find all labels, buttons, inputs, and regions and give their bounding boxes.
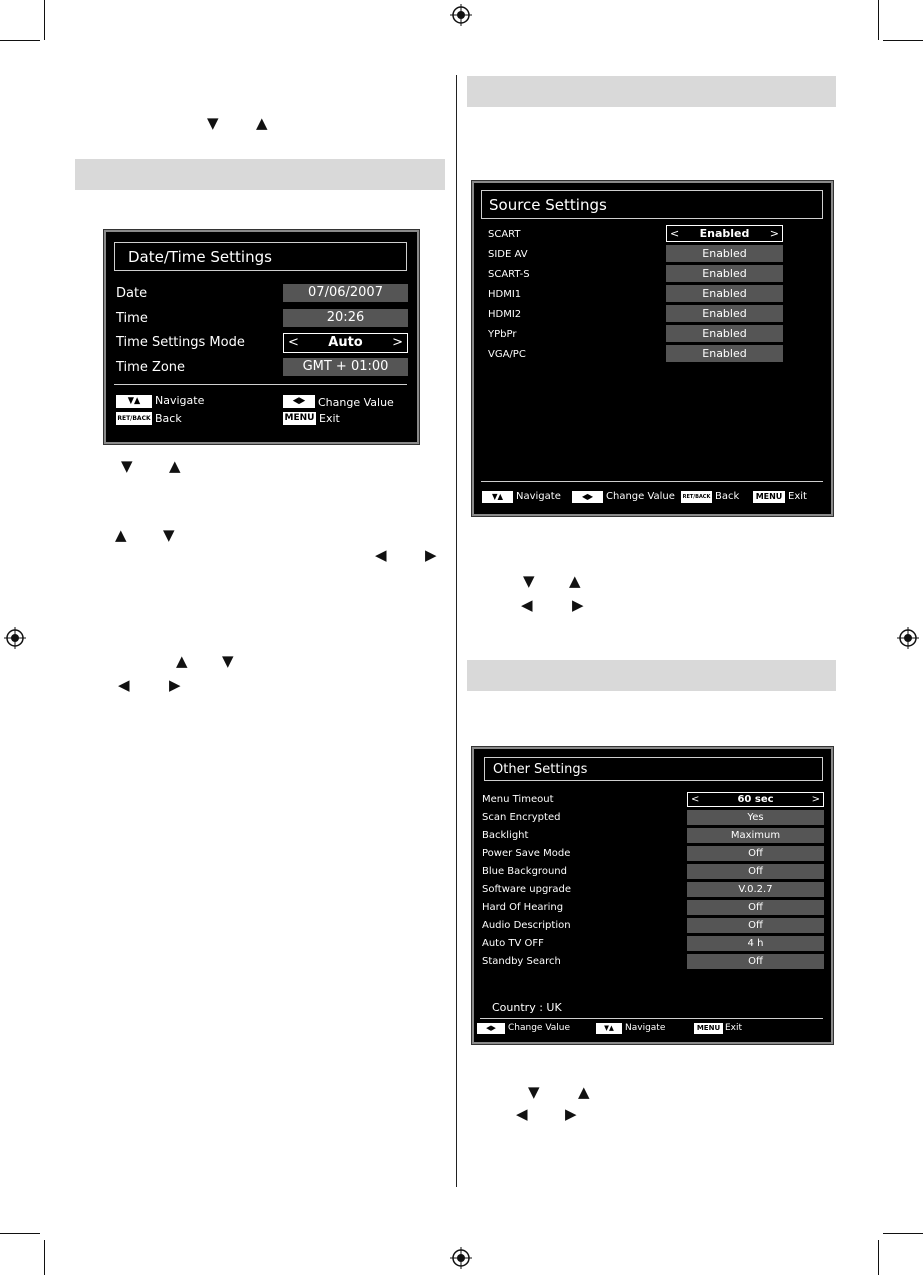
other-value[interactable]: Off [687, 846, 824, 861]
source-value[interactable]: Enabled [666, 325, 783, 342]
setting-value-time[interactable]: 20:26 [283, 309, 408, 327]
crop-mark [0, 40, 40, 41]
menu-key-icon: MENU [753, 491, 785, 503]
other-value[interactable]: Off [687, 900, 824, 915]
legend-back: Back [715, 491, 740, 502]
chevron-right-icon[interactable]: > [811, 794, 820, 805]
country-label: Country : UK [492, 1001, 562, 1014]
registration-mark-icon [450, 4, 472, 26]
up-arrow-icon: ▲ [176, 652, 188, 670]
other-value[interactable]: V.0.2.7 [687, 882, 824, 897]
legend-divider [480, 1018, 823, 1019]
up-arrow-icon: ▲ [256, 114, 268, 132]
setting-value-time-zone[interactable]: GMT + 01:00 [283, 358, 408, 376]
change-value-key-icon: ◀▶ [477, 1023, 505, 1034]
other-value[interactable]: 4 h [687, 936, 824, 951]
down-arrow-icon: ▼ [163, 526, 175, 544]
other-value[interactable]: Off [687, 864, 824, 879]
other-label: Scan Encrypted [482, 812, 561, 823]
legend-exit: Exit [788, 491, 807, 502]
crop-mark [883, 1233, 923, 1234]
other-label: Power Save Mode [482, 848, 571, 859]
screen-title-text: Date/Time Settings [128, 248, 272, 266]
up-arrow-icon: ▲ [115, 526, 127, 544]
change-value-key-icon: ◀▶ [283, 395, 315, 408]
menu-key-icon: MENU [284, 413, 315, 423]
up-arrow-icon: ▲ [569, 572, 581, 590]
source-label: HDMI2 [488, 309, 522, 320]
screen-title [481, 190, 823, 219]
screen-title-text: Source Settings [489, 196, 607, 214]
setting-value-text: Auto [328, 335, 363, 350]
left-arrow-icon: ◀ [521, 596, 533, 614]
date-time-settings-screen [104, 230, 419, 444]
crop-mark [44, 1240, 45, 1275]
other-label: Blue Background [482, 866, 567, 877]
legend-navigate: Navigate [155, 394, 205, 407]
other-value[interactable]: Maximum [687, 828, 824, 843]
source-value[interactable]: Enabled [666, 245, 783, 262]
source-label: HDMI1 [488, 289, 522, 300]
navigate-key-icon: ▼▲ [116, 395, 152, 408]
navigate-key-icon: ▼▲ [482, 491, 513, 503]
source-label: VGA/PC [488, 349, 526, 360]
right-arrow-icon: ▶ [169, 676, 181, 694]
down-arrow-icon: ▼ [222, 652, 234, 670]
chevron-left-icon[interactable]: < [288, 335, 299, 350]
other-value[interactable]: Yes [687, 810, 824, 825]
setting-label: Time Zone [116, 360, 186, 375]
legend-divider [481, 481, 823, 482]
legend-navigate: Navigate [625, 1023, 666, 1033]
right-arrow-icon: ▶ [572, 596, 584, 614]
other-value[interactable]: Off [687, 954, 824, 969]
registration-mark-icon [450, 1247, 472, 1269]
other-label: Audio Description [482, 920, 571, 931]
menu-key-icon: MENU [694, 1023, 723, 1034]
screen-title [114, 242, 407, 271]
left-arrow-icon: ◀ [118, 676, 130, 694]
setting-label: Date [116, 286, 148, 301]
source-value-scart[interactable] [666, 225, 783, 242]
other-value[interactable]: Off [687, 918, 824, 933]
down-arrow-icon: ▼ [207, 114, 219, 132]
legend-back: Back [155, 412, 182, 425]
back-key-icon: RET/BACK [116, 412, 152, 425]
down-arrow-icon: ▼ [121, 457, 133, 475]
other-label: Standby Search [482, 956, 561, 967]
section-header-bar [75, 159, 445, 190]
crop-mark [883, 40, 923, 41]
other-label: Menu Timeout [482, 794, 554, 805]
legend-divider [114, 384, 407, 385]
legend-change-value: Change Value [508, 1023, 571, 1033]
column-divider [456, 75, 457, 1187]
chevron-left-icon[interactable]: < [691, 794, 700, 805]
source-value[interactable]: Enabled [666, 285, 783, 302]
up-arrow-icon: ▲ [169, 457, 181, 475]
section-header-bar [467, 76, 836, 107]
left-arrow-icon: ◀ [516, 1105, 528, 1123]
source-value-text: Enabled [699, 227, 750, 240]
down-arrow-icon: ▼ [528, 1083, 540, 1101]
section-header-bar [467, 660, 836, 691]
source-label: SIDE AV [488, 249, 528, 260]
legend-change-value: Change Value [318, 396, 394, 409]
crop-mark [44, 0, 45, 40]
other-value-menu-timeout[interactable] [687, 792, 824, 807]
other-label: Backlight [482, 830, 529, 841]
source-label: SCART-S [488, 269, 530, 280]
screen-title-text: Other Settings [493, 762, 588, 777]
other-label: Software upgrade [482, 884, 572, 895]
legend-exit: Exit [725, 1023, 743, 1033]
down-arrow-icon: ▼ [523, 572, 535, 590]
up-arrow-icon: ▲ [578, 1083, 590, 1101]
source-label: YPbPr [488, 329, 517, 340]
crop-mark [878, 0, 879, 40]
source-settings-screen [472, 181, 833, 516]
legend-change-value: Change Value [606, 491, 675, 502]
setting-label: Time Settings Mode [116, 335, 245, 350]
legend-navigate: Navigate [516, 491, 561, 502]
source-label: SCART [488, 229, 521, 240]
setting-value-time-mode[interactable] [283, 333, 408, 353]
screen-title [484, 757, 823, 781]
chevron-right-icon[interactable]: > [392, 335, 403, 350]
setting-label: Time [116, 311, 148, 326]
setting-value-date[interactable]: 07/06/2007 [283, 284, 408, 302]
chevron-left-icon[interactable]: < [670, 227, 680, 240]
registration-mark-icon [4, 627, 26, 649]
source-value[interactable]: Enabled [666, 265, 783, 282]
right-arrow-icon: ▶ [425, 546, 437, 564]
source-value[interactable]: Enabled [666, 345, 783, 362]
change-value-key-icon: ◀▶ [572, 491, 603, 503]
other-label: Auto TV OFF [482, 938, 544, 949]
other-label: Hard Of Hearing [482, 902, 564, 913]
crop-mark [878, 1240, 879, 1275]
chevron-right-icon[interactable]: > [769, 227, 779, 240]
navigate-key-icon: ▼▲ [596, 1023, 622, 1034]
crop-mark [0, 1233, 40, 1234]
right-arrow-icon: ▶ [565, 1105, 577, 1123]
legend-exit: Exit [319, 412, 340, 425]
registration-mark-icon [897, 627, 919, 649]
back-key-icon: RET/BACK [681, 491, 712, 503]
left-arrow-icon: ◀ [375, 546, 387, 564]
source-value[interactable]: Enabled [666, 305, 783, 322]
other-value-text: 60 sec [737, 794, 774, 805]
other-settings-screen [472, 747, 833, 1044]
